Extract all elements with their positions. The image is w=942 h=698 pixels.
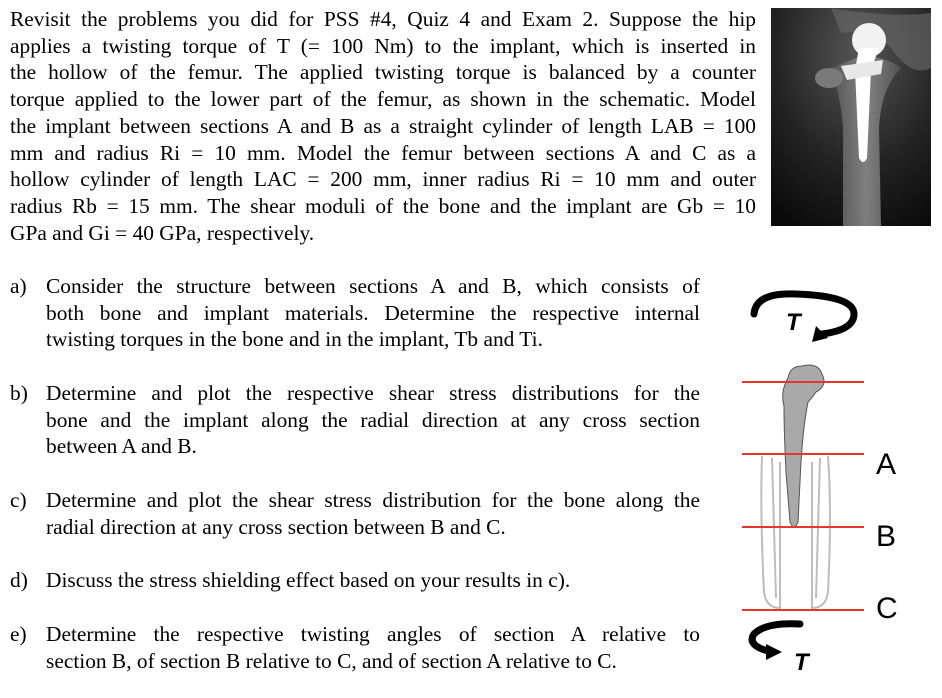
question-d bbox=[10, 567, 700, 594]
intro-line: the hollow of the femur. The applied twisting torque is balanced by a counter bbox=[10, 60, 756, 85]
problem-statement bbox=[10, 6, 756, 246]
question-b bbox=[10, 380, 700, 460]
question-label: d) bbox=[10, 568, 28, 592]
intro-line: torque applied to the lower part of the femur, as shown in the schematic. Model bbox=[10, 87, 756, 112]
hip-implant-xray-image bbox=[771, 8, 931, 226]
question-line: between A and B. bbox=[46, 434, 197, 459]
question-e bbox=[10, 621, 700, 674]
question-line: twisting torques in the bone and in the implant, Tb and Ti. bbox=[46, 327, 543, 352]
question-a bbox=[10, 273, 700, 353]
question-line: Determine the respective twisting angles of section A relative to bbox=[46, 622, 700, 646]
femur-implant-schematic bbox=[736, 282, 938, 682]
question-line: Determine and plot the shear stress distribution for the bone along the bbox=[46, 488, 700, 512]
question-line: Discuss the stress shielding effect based on your results in c). bbox=[46, 568, 571, 592]
intro-line: GPa and Gi = 40 GPa, respectively. bbox=[10, 220, 315, 245]
intro-line: hollow cylinder of length LAC = 200 mm, inner radius Ri = 10 mm and outer bbox=[10, 167, 756, 192]
question-line: section B, of section B relative to C, and of section A relative to C. bbox=[46, 648, 617, 673]
question-line: radial direction at any cross section between B and C. bbox=[46, 514, 506, 539]
section-label-a: A bbox=[876, 448, 897, 481]
question-line: Consider the structure between sections A and B, which consists of bbox=[46, 274, 700, 298]
question-label: c) bbox=[10, 488, 27, 512]
intro-line: radius Rb = 15 mm. The shear moduli of the bone and the implant are Gb = 10 bbox=[10, 193, 756, 218]
question-c bbox=[10, 487, 700, 540]
question-line: Determine and plot the respective shear stress distributions for the bbox=[46, 381, 700, 405]
section-label-c: C bbox=[876, 592, 898, 625]
section-label-b: B bbox=[876, 520, 897, 553]
torque-arrow-top-icon bbox=[754, 294, 854, 342]
question-label: a) bbox=[10, 274, 27, 298]
torque-label-bottom: T bbox=[794, 649, 809, 676]
question-line: both bone and implant materials. Determine the respective internal bbox=[46, 300, 700, 325]
torque-label-top: T bbox=[786, 309, 801, 336]
question-line: bone and the implant along the radial direction at any cross section bbox=[46, 407, 700, 432]
torque-arrow-bottom-icon bbox=[752, 624, 800, 660]
intro-line: applies a twisting torque of T (= 100 Nm) to the implant, which is inserted in bbox=[10, 33, 756, 58]
intro-line: the implant between sections A and B as a straight cylinder of length LAB = 100 bbox=[10, 113, 756, 138]
question-label: e) bbox=[10, 622, 27, 646]
intro-line: mm and radius Ri = 10 mm. Model the femur between sections A and C as a bbox=[10, 140, 756, 165]
intro-line: Revisit the problems you did for PSS #4, Quiz 4 and Exam 2. Suppose the hip bbox=[10, 7, 756, 31]
question-label: b) bbox=[10, 381, 28, 405]
